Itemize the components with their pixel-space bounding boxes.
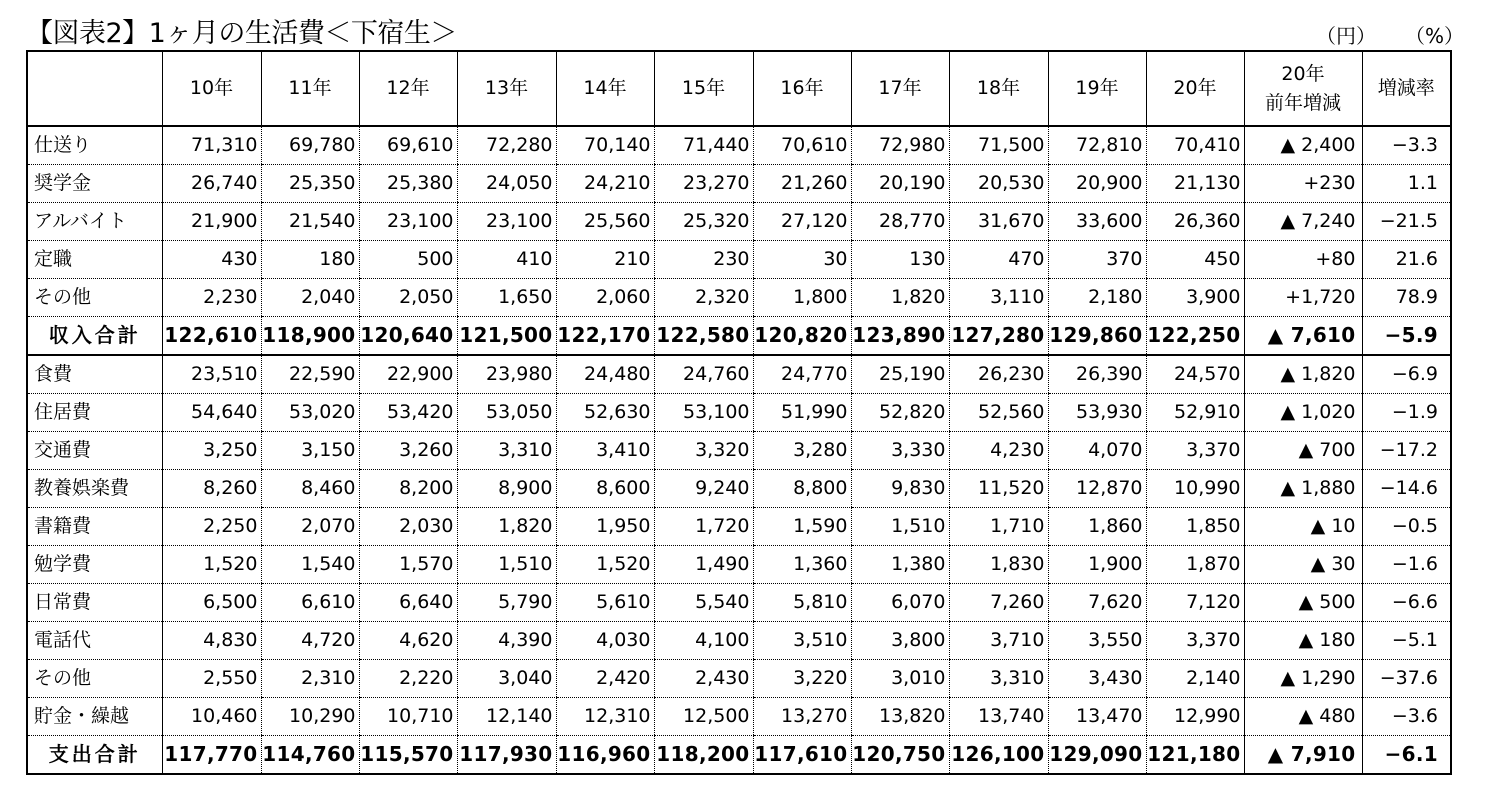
value-cell: 24,210 [556,165,654,203]
value-cell: 69,780 [261,126,359,165]
value-cell: 12,500 [654,698,753,736]
value-cell: 180 [261,241,359,279]
value-cell: 410 [457,241,556,279]
value-cell: 117,610 [753,736,851,775]
row-label: 住居費 [27,394,162,432]
change-cell: ▲ 1,020 [1244,394,1362,432]
value-cell: 25,560 [556,203,654,241]
table-row [27,394,1451,432]
value-cell: 8,460 [261,470,359,508]
row-label: 電話代 [27,622,162,660]
value-cell: 25,190 [851,355,949,394]
value-cell: 1,540 [261,546,359,584]
value-cell: 3,010 [851,660,949,698]
value-cell: 1,900 [1048,546,1146,584]
value-cell: 2,140 [1146,660,1244,698]
value-cell: 122,580 [654,317,753,356]
value-cell: 5,610 [556,584,654,622]
value-cell: 7,120 [1146,584,1244,622]
header-year: 14年 [556,51,654,126]
value-cell: 1,520 [556,546,654,584]
value-cell: 1,590 [753,508,851,546]
table-row [27,241,1451,279]
value-cell: 71,310 [162,126,261,165]
header-rate: 増減率 [1362,51,1451,126]
value-cell: 116,960 [556,736,654,775]
row-label: 交通費 [27,432,162,470]
value-cell: 13,470 [1048,698,1146,736]
value-cell: 1,490 [654,546,753,584]
table-row [27,584,1451,622]
value-cell: 10,290 [261,698,359,736]
table-row [27,432,1451,470]
value-cell: 2,230 [162,279,261,317]
value-cell: 430 [162,241,261,279]
value-cell: 72,810 [1048,126,1146,165]
row-label: 貯金・繰越 [27,698,162,736]
value-cell: 1,650 [457,279,556,317]
value-cell: 26,740 [162,165,261,203]
value-cell: 26,390 [1048,355,1146,394]
value-cell: 4,100 [654,622,753,660]
table-row [27,508,1451,546]
table-row [27,470,1451,508]
row-label: 教養娯楽費 [27,470,162,508]
change-cell: ▲ 7,610 [1244,317,1362,356]
unit-percent-label: （%） [1405,24,1465,48]
value-cell: 54,640 [162,394,261,432]
living-cost-table [26,50,1452,775]
value-cell: 2,430 [654,660,753,698]
header-year: 11年 [261,51,359,126]
change-cell: ▲ 1,820 [1244,355,1362,394]
value-cell: 2,310 [261,660,359,698]
table-row [27,279,1451,317]
value-cell: 126,100 [949,736,1048,775]
change-cell: ▲ 700 [1244,432,1362,470]
table-row [27,165,1451,203]
value-cell: 70,140 [556,126,654,165]
rate-cell: −37.6 [1362,660,1451,698]
header-year: 12年 [359,51,457,126]
unit-yen-label: （円） [1316,24,1376,48]
value-cell: 6,070 [851,584,949,622]
header-change [1244,51,1362,126]
value-cell: 1,830 [949,546,1048,584]
value-cell: 25,320 [654,203,753,241]
header-change-line1: 20年 [1281,62,1325,85]
value-cell: 1,860 [1048,508,1146,546]
value-cell: 1,820 [851,279,949,317]
value-cell: 4,230 [949,432,1048,470]
change-cell: ▲ 30 [1244,546,1362,584]
value-cell: 2,050 [359,279,457,317]
value-cell: 20,900 [1048,165,1146,203]
value-cell: 21,130 [1146,165,1244,203]
value-cell: 27,120 [753,203,851,241]
value-cell: 24,760 [654,355,753,394]
value-cell: 26,360 [1146,203,1244,241]
row-label: 支出合計 [27,736,162,775]
value-cell: 117,770 [162,736,261,775]
value-cell: 3,110 [949,279,1048,317]
change-cell: ▲ 7,910 [1244,736,1362,775]
value-cell: 6,640 [359,584,457,622]
value-cell: 3,260 [359,432,457,470]
value-cell: 3,900 [1146,279,1244,317]
value-cell: 53,930 [1048,394,1146,432]
rate-cell: −3.6 [1362,698,1451,736]
value-cell: 4,720 [261,622,359,660]
value-cell: 1,710 [949,508,1048,546]
value-cell: 122,170 [556,317,654,356]
table-row [27,698,1451,736]
change-cell: +80 [1244,241,1362,279]
value-cell: 21,900 [162,203,261,241]
rate-cell: 78.9 [1362,279,1451,317]
value-cell: 25,350 [261,165,359,203]
rate-cell: −6.1 [1362,736,1451,775]
table-row [27,546,1451,584]
value-cell: 8,600 [556,470,654,508]
table-row-total [27,736,1451,775]
table-row [27,126,1451,165]
change-cell: ▲ 180 [1244,622,1362,660]
row-label: 収入合計 [27,317,162,356]
row-label: アルバイト [27,203,162,241]
value-cell: 1,570 [359,546,457,584]
page-title: 【図表2】1ヶ月の生活費＜下宿生＞ [26,18,457,49]
table-row [27,660,1451,698]
value-cell: 1,870 [1146,546,1244,584]
value-cell: 1,380 [851,546,949,584]
header-year: 13年 [457,51,556,126]
value-cell: 23,510 [162,355,261,394]
value-cell: 1,510 [457,546,556,584]
value-cell: 3,370 [1146,432,1244,470]
value-cell: 2,040 [261,279,359,317]
change-cell: ▲ 2,400 [1244,126,1362,165]
value-cell: 31,670 [949,203,1048,241]
value-cell: 2,180 [1048,279,1146,317]
value-cell: 3,510 [753,622,851,660]
value-cell: 9,830 [851,470,949,508]
value-cell: 52,560 [949,394,1048,432]
table-row [27,622,1451,660]
value-cell: 10,460 [162,698,261,736]
row-label: その他 [27,279,162,317]
rate-cell: −1.6 [1362,546,1451,584]
value-cell: 3,800 [851,622,949,660]
row-label: 仕送り [27,126,162,165]
header-year: 16年 [753,51,851,126]
value-cell: 8,900 [457,470,556,508]
value-cell: 4,620 [359,622,457,660]
value-cell: 1,510 [851,508,949,546]
value-cell: 6,610 [261,584,359,622]
value-cell: 10,710 [359,698,457,736]
value-cell: 20,530 [949,165,1048,203]
change-cell: ▲ 1,290 [1244,660,1362,698]
header-year: 19年 [1048,51,1146,126]
value-cell: 230 [654,241,753,279]
value-cell: 21,540 [261,203,359,241]
value-cell: 120,750 [851,736,949,775]
rate-cell: −1.9 [1362,394,1451,432]
value-cell: 2,220 [359,660,457,698]
value-cell: 52,910 [1146,394,1244,432]
value-cell: 6,500 [162,584,261,622]
header-year: 18年 [949,51,1048,126]
table-row [27,355,1451,394]
value-cell: 3,550 [1048,622,1146,660]
value-cell: 23,100 [359,203,457,241]
value-cell: 120,820 [753,317,851,356]
row-label: 定職 [27,241,162,279]
value-cell: 2,070 [261,508,359,546]
value-cell: 26,230 [949,355,1048,394]
value-cell: 5,540 [654,584,753,622]
header-corner [27,51,162,126]
change-cell: ▲ 1,880 [1244,470,1362,508]
value-cell: 127,280 [949,317,1048,356]
value-cell: 8,800 [753,470,851,508]
value-cell: 120,640 [359,317,457,356]
value-cell: 1,850 [1146,508,1244,546]
rate-cell: −17.2 [1362,432,1451,470]
table-row-total [27,317,1451,356]
value-cell: 23,100 [457,203,556,241]
header-change-line2: 前年増減 [1264,91,1341,114]
value-cell: 7,620 [1048,584,1146,622]
value-cell: 130 [851,241,949,279]
value-cell: 13,820 [851,698,949,736]
value-cell: 115,570 [359,736,457,775]
value-cell: 52,630 [556,394,654,432]
value-cell: 2,550 [162,660,261,698]
value-cell: 13,270 [753,698,851,736]
value-cell: 122,250 [1146,317,1244,356]
change-cell: ▲ 480 [1244,698,1362,736]
value-cell: 450 [1146,241,1244,279]
value-cell: 72,980 [851,126,949,165]
value-cell: 12,870 [1048,470,1146,508]
value-cell: 21,260 [753,165,851,203]
value-cell: 118,900 [261,317,359,356]
value-cell: 500 [359,241,457,279]
value-cell: 3,310 [457,432,556,470]
header-year: 15年 [654,51,753,126]
value-cell: 3,150 [261,432,359,470]
value-cell: 5,810 [753,584,851,622]
value-cell: 10,990 [1146,470,1244,508]
change-cell: +230 [1244,165,1362,203]
header-year: 17年 [851,51,949,126]
change-cell: ▲ 500 [1244,584,1362,622]
value-cell: 28,770 [851,203,949,241]
value-cell: 210 [556,241,654,279]
value-cell: 122,610 [162,317,261,356]
rate-cell: −0.5 [1362,508,1451,546]
value-cell: 24,050 [457,165,556,203]
value-cell: 2,420 [556,660,654,698]
value-cell: 4,030 [556,622,654,660]
value-cell: 2,060 [556,279,654,317]
value-cell: 12,140 [457,698,556,736]
value-cell: 129,860 [1048,317,1146,356]
value-cell: 3,370 [1146,622,1244,660]
rate-cell: −5.9 [1362,317,1451,356]
value-cell: 24,480 [556,355,654,394]
value-cell: 13,740 [949,698,1048,736]
row-label: 書籍費 [27,508,162,546]
value-cell: 70,610 [753,126,851,165]
value-cell: 9,240 [654,470,753,508]
value-cell: 22,900 [359,355,457,394]
value-cell: 7,260 [949,584,1048,622]
rate-cell: 21.6 [1362,241,1451,279]
value-cell: 2,320 [654,279,753,317]
value-cell: 1,360 [753,546,851,584]
change-cell: +1,720 [1244,279,1362,317]
value-cell: 3,710 [949,622,1048,660]
change-cell: ▲ 7,240 [1244,203,1362,241]
value-cell: 2,030 [359,508,457,546]
value-cell: 53,050 [457,394,556,432]
rate-cell: −3.3 [1362,126,1451,165]
value-cell: 25,380 [359,165,457,203]
value-cell: 71,440 [654,126,753,165]
value-cell: 3,330 [851,432,949,470]
value-cell: 3,280 [753,432,851,470]
value-cell: 52,820 [851,394,949,432]
rate-cell: −6.6 [1362,584,1451,622]
value-cell: 23,980 [457,355,556,394]
value-cell: 30 [753,241,851,279]
rate-cell: −5.1 [1362,622,1451,660]
value-cell: 11,520 [949,470,1048,508]
value-cell: 69,610 [359,126,457,165]
row-label: 奨学金 [27,165,162,203]
value-cell: 129,090 [1048,736,1146,775]
value-cell: 20,190 [851,165,949,203]
value-cell: 1,520 [162,546,261,584]
value-cell: 2,250 [162,508,261,546]
value-cell: 370 [1048,241,1146,279]
value-cell: 24,770 [753,355,851,394]
value-cell: 71,500 [949,126,1048,165]
value-cell: 24,570 [1146,355,1244,394]
value-cell: 72,280 [457,126,556,165]
value-cell: 12,990 [1146,698,1244,736]
rate-cell: −21.5 [1362,203,1451,241]
table-row [27,203,1451,241]
value-cell: 3,410 [556,432,654,470]
table-body [27,126,1451,774]
value-cell: 23,270 [654,165,753,203]
value-cell: 33,600 [1048,203,1146,241]
rate-cell: −6.9 [1362,355,1451,394]
value-cell: 3,250 [162,432,261,470]
rate-cell: 1.1 [1362,165,1451,203]
value-cell: 5,790 [457,584,556,622]
value-cell: 3,310 [949,660,1048,698]
value-cell: 8,200 [359,470,457,508]
value-cell: 4,070 [1048,432,1146,470]
value-cell: 121,180 [1146,736,1244,775]
value-cell: 22,590 [261,355,359,394]
row-label: その他 [27,660,162,698]
value-cell: 70,410 [1146,126,1244,165]
header-row [27,51,1451,126]
row-label: 食費 [27,355,162,394]
value-cell: 51,990 [753,394,851,432]
value-cell: 3,320 [654,432,753,470]
change-cell: ▲ 10 [1244,508,1362,546]
row-label: 日常費 [27,584,162,622]
value-cell: 3,040 [457,660,556,698]
value-cell: 114,760 [261,736,359,775]
value-cell: 117,930 [457,736,556,775]
value-cell: 4,830 [162,622,261,660]
value-cell: 121,500 [457,317,556,356]
value-cell: 1,820 [457,508,556,546]
header-year: 10年 [162,51,261,126]
value-cell: 53,020 [261,394,359,432]
value-cell: 3,220 [753,660,851,698]
value-cell: 3,430 [1048,660,1146,698]
value-cell: 1,720 [654,508,753,546]
row-label: 勉学費 [27,546,162,584]
value-cell: 470 [949,241,1048,279]
header-year: 20年 [1146,51,1244,126]
value-cell: 12,310 [556,698,654,736]
rate-cell: −14.6 [1362,470,1451,508]
value-cell: 123,890 [851,317,949,356]
value-cell: 1,950 [556,508,654,546]
value-cell: 53,420 [359,394,457,432]
value-cell: 4,390 [457,622,556,660]
value-cell: 118,200 [654,736,753,775]
value-cell: 53,100 [654,394,753,432]
value-cell: 1,800 [753,279,851,317]
value-cell: 8,260 [162,470,261,508]
